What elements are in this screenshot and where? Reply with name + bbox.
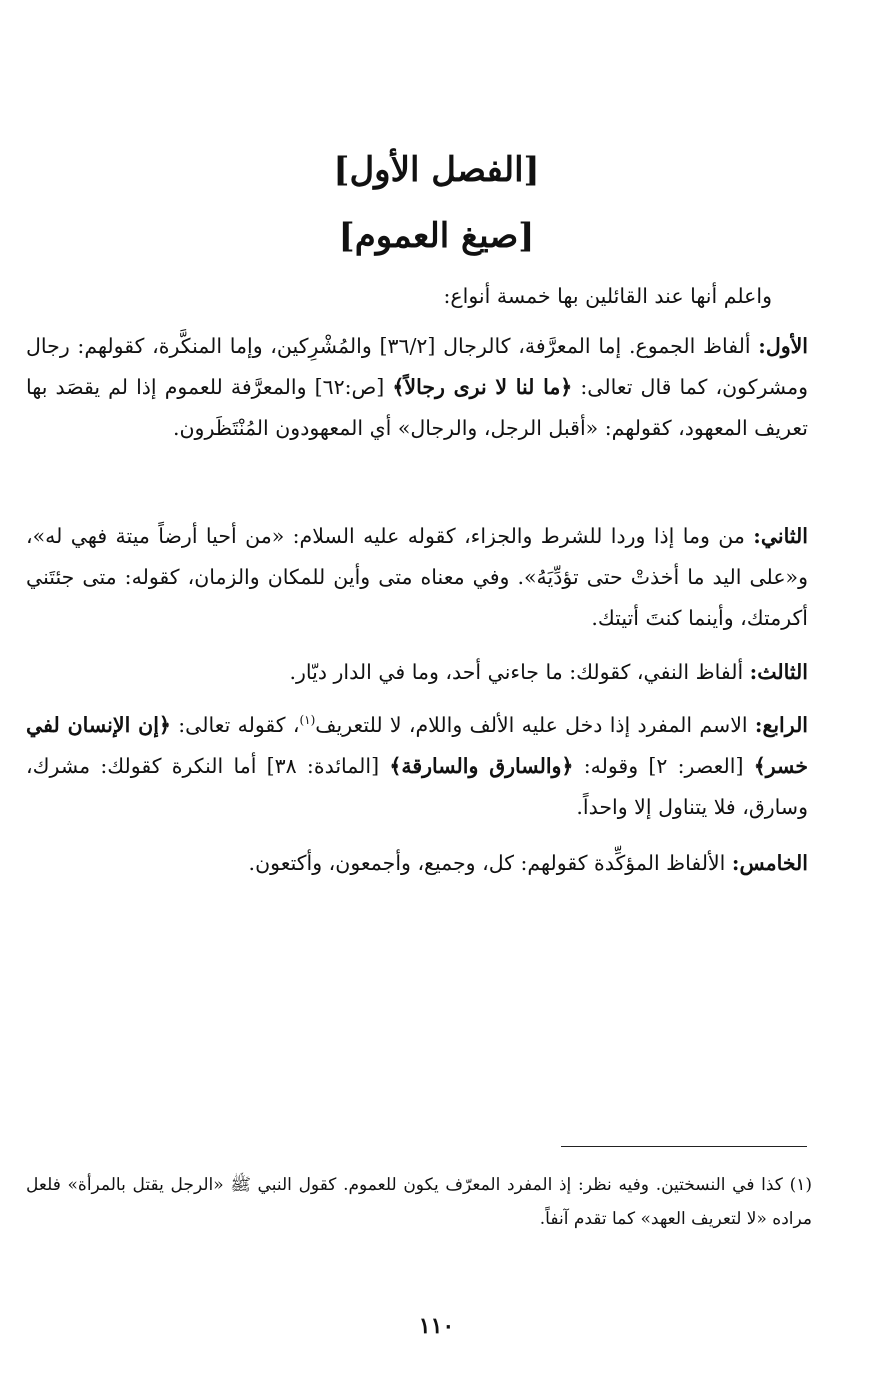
intro-paragraph — [26, 276, 808, 317]
paragraph-lead: الثاني: — [753, 524, 808, 548]
section-title: [صيغ العموم] — [338, 216, 535, 256]
paragraph-lead: الثالث: — [749, 660, 808, 684]
paragraph-text: ألفاظ النفي، كقولك: ما جاءني أحد، وما في الدار ديّار. — [289, 660, 750, 684]
paragraph-text: [المائدة: ٣٨] أما النكرة كقولك: مشرك، وسارق، فلا يتناول إلا واحداً. — [26, 753, 808, 819]
paragraph-second — [26, 516, 808, 639]
paragraph-lead: الرابع: — [754, 712, 809, 737]
paragraph-text: الاسم المفرد إذا دخل عليه الألف واللام، لا للتعريف — [315, 712, 755, 737]
paragraph-text: ، كقوله تعالى: — [170, 712, 300, 737]
intro-text: واعلم أنها عند القائلين بها خمسة أنواع: — [443, 284, 772, 308]
page-number: ١١٠ — [418, 1313, 455, 1339]
footnote-divider — [561, 1146, 807, 1147]
paragraph-third — [26, 652, 808, 693]
chapter-title: [الفصل الأول] — [333, 150, 540, 190]
quran-quote: ﴿إن الإنسان لفي خسر﴾ — [26, 712, 808, 778]
paragraph-text: ألفاظ الجموع. إما المعرَّفة، كالرجال [٣٦/٢] والمُشْرِكين، وإما المنكَّرة، كقولهم: رجال ومشركون، كما قال تعالى: — [26, 334, 808, 399]
footnote-marker[interactable]: (١) — [299, 713, 316, 727]
paragraph-body — [26, 843, 808, 884]
quran-quote: ﴿ما لنا لا نرى رجالاً﴾ — [392, 375, 573, 399]
paragraph-lead: الخامس: — [731, 851, 808, 875]
paragraph-text: الألفاظ المؤكِّدة كقولهم: كل، وجميع، وأجمعون، وأكتعون. — [248, 851, 732, 875]
footnote: (١) كذا في النسختين. وفيه نظر: إذ المفرد المعرّف يكون للعموم. كقول النبي ﷺ «الرجل يقتل بالمرأة» فلعل مراده «لا لتعريف العهد» كما تقدم آنفاً. — [26, 1175, 812, 1229]
paragraph-text: [العصر: ٢] وقوله: — [573, 753, 754, 778]
paragraph-body — [26, 700, 808, 828]
paragraph-fifth — [26, 843, 808, 884]
quran-quote: ﴿والسارق والسارقة﴾ — [389, 753, 574, 778]
paragraph-fourth — [26, 700, 808, 828]
paragraph-lead: الأول: — [758, 334, 808, 358]
paragraph-body — [26, 652, 808, 693]
paragraph-text: [ص:٦٢] والمعرَّفة للعموم إذا لم يقصَد بها تعريف المعهود، كقولهم: «أقبل الرجل، والرجال» أي المعهودون المُنْتَظَرون. — [26, 375, 808, 440]
paragraph-body — [26, 326, 808, 449]
paragraph-first — [26, 326, 808, 449]
paragraph-body — [26, 516, 808, 639]
paragraph-text: من وما إذا وردا للشرط والجزاء، كقوله عليه السلام: «من أحيا أرضاً ميتة فهي له»، و«على اليد ما أخذتْ حتى تؤدِّيَهُ». وفي معناه متى وأين للمكان والزمان، كقوله: متى جئتَني أكرمتك، وأينما كنتَ أتيتك. — [26, 524, 808, 630]
